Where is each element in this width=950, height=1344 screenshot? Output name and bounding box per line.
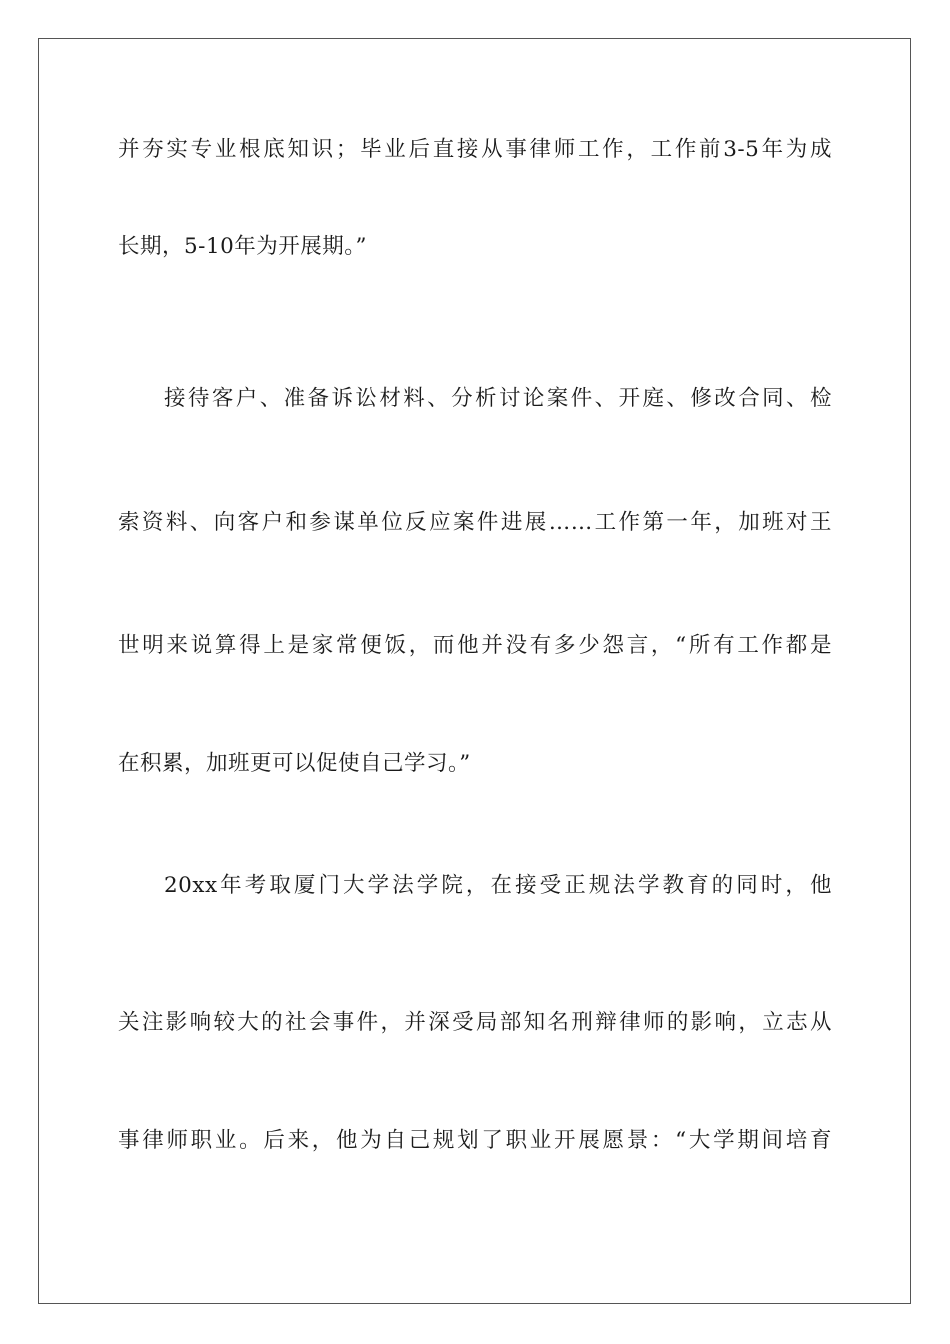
paragraph-line-9: 事律师职业。后来，他为自己规划了职业开展愿景：“大学期间培育 bbox=[118, 1128, 832, 1153]
paragraph-line-4: 索资料、向客户和参谋单位反应案件进展……工作第一年，加班对王 bbox=[118, 510, 832, 535]
page-border bbox=[38, 38, 911, 1304]
paragraph-line-5: 世明来说算得上是家常便饭，而他并没有多少怨言，“所有工作都是 bbox=[118, 633, 832, 658]
paragraph-line-7: 20xx年考取厦门大学法学院，在接受正规法学教育的同时，他 bbox=[164, 873, 832, 898]
paragraph-line-1: 并夯实专业根底知识；毕业后直接从事律师工作，工作前3-5年为成 bbox=[118, 137, 832, 162]
paragraph-line-6: 在积累，加班更可以促使自己学习。” bbox=[118, 751, 471, 776]
paragraph-line-8: 关注影响较大的社会事件，并深受局部知名刑辩律师的影响，立志从 bbox=[118, 1010, 832, 1035]
paragraph-line-3: 接待客户、准备诉讼材料、分析讨论案件、开庭、修改合同、检 bbox=[164, 386, 832, 411]
paragraph-line-2: 长期，5-10年为开展期。” bbox=[118, 234, 368, 259]
